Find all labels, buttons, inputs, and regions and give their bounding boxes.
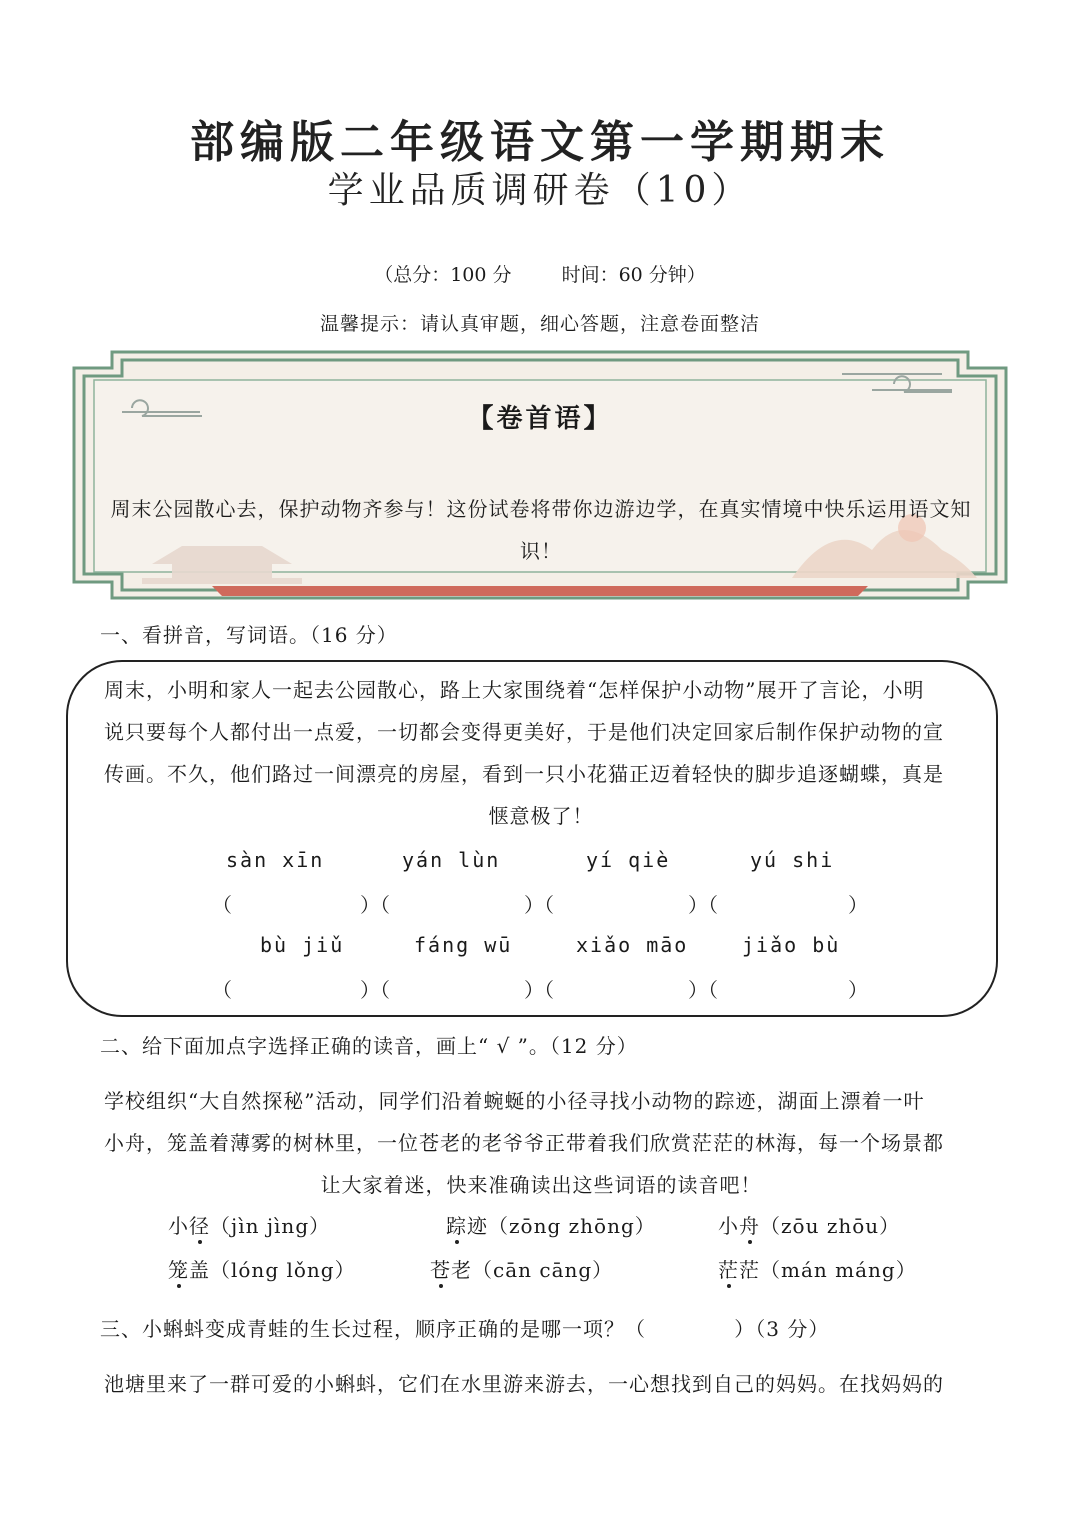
bracket-close: ）	[848, 893, 868, 917]
word-char: 盖	[189, 1258, 210, 1282]
bracket-open: （	[212, 893, 232, 917]
bracket-open: （	[212, 978, 232, 1002]
word-char: 小	[718, 1214, 739, 1238]
word-choice-item[interactable]	[718, 1210, 900, 1239]
exam-time: 时间：60 分钟）	[561, 264, 706, 286]
section1-heading: 一、看拼音，写词语。（16 分）	[100, 623, 398, 647]
dotted-char: 笼	[168, 1258, 189, 1282]
story-line: 说只要每个人都付出一点爱，一切都会变得更美好，于是他们决定回家后制作保护动物的宣	[104, 720, 944, 744]
reading-options: （zōu zhōu）	[760, 1214, 901, 1238]
dotted-char: 径	[189, 1214, 210, 1238]
word-choice-item[interactable]	[168, 1210, 330, 1239]
pinyin-item: xiǎo māo	[576, 933, 689, 957]
word-char: 小	[168, 1214, 189, 1238]
reading-options: （jìn jìng）	[210, 1214, 331, 1238]
word-char: 迹	[467, 1214, 488, 1238]
pinyin-item: yán lùn	[402, 848, 501, 872]
dotted-char: 舟	[739, 1214, 760, 1238]
pinyin-item: jiǎo bù	[742, 933, 841, 957]
section2-line: 学校组织“大自然探秘”活动，同学们沿着蜿蜒的小径寻找小动物的踪迹，湖面上漂着一叶	[104, 1089, 925, 1113]
pinyin-item: yú shi	[750, 848, 835, 872]
story-line: 惬意极了！	[488, 804, 594, 828]
pinyin-item: yí qiè	[586, 848, 671, 872]
section3-heading: 三、小蝌蚪变成青蛙的生长过程，顺序正确的是哪一项？（ ）（3 分）	[100, 1317, 830, 1341]
page-title: 部编版二年级语文第一学期期末	[190, 117, 890, 168]
bracket-mid: ）（	[524, 893, 554, 917]
dotted-char: 茫	[718, 1258, 739, 1282]
reading-options: （cān cāng）	[472, 1258, 614, 1282]
word-choice-item[interactable]	[718, 1254, 917, 1283]
pinyin-item: bù jiǔ	[260, 933, 345, 957]
pinyin-item: sàn xīn	[226, 848, 325, 872]
page-subtitle: 学业品质调研卷（10）	[327, 170, 753, 211]
dotted-char: 苍	[430, 1258, 451, 1282]
bracket-close: ）	[848, 978, 868, 1002]
word-choice-item[interactable]	[430, 1254, 613, 1283]
word-char: 老	[451, 1258, 472, 1282]
bracket-mid: ）（	[688, 978, 718, 1002]
dotted-char: 踪	[446, 1214, 467, 1238]
word-choice-item[interactable]	[446, 1210, 656, 1239]
section2-heading: 二、给下面加点字选择正确的读音，画上“ √ ”。（12 分）	[100, 1034, 638, 1058]
bracket-mid: ）（	[688, 893, 718, 917]
warm-tip: 温馨提示：请认真审题，细心答题，注意卷面整洁	[319, 313, 760, 335]
word-choice-item[interactable]	[168, 1254, 356, 1283]
foreword-text: 周末公园散心去，保护动物齐参与！这份试卷将带你边游边学，在真实情境中快乐运用语文知识！	[110, 497, 972, 563]
bracket-mid: ）（	[360, 978, 390, 1002]
bracket-mid: ）（	[360, 893, 390, 917]
section3-line: 池塘里来了一群可爱的小蝌蚪，它们在水里游来游去，一心想找到自己的妈妈。在找妈妈的	[104, 1372, 944, 1396]
reading-options: （mán máng）	[760, 1258, 917, 1282]
reading-options: （zōng zhōng）	[488, 1214, 656, 1238]
word-char: 茫	[739, 1258, 760, 1282]
reading-options: （lóng lǒng）	[210, 1258, 356, 1282]
section2-line: 小舟，笼盖着薄雾的树林里，一位苍老的老爷爷正带着我们欣赏茫茫的林海，每一个场景都	[104, 1131, 944, 1155]
bracket-mid: ）（	[524, 978, 554, 1002]
score-time-line	[0, 260, 1080, 287]
pinyin-item: fáng wū	[414, 933, 513, 957]
story-line: 周末，小明和家人一起去公园散心，路上大家围绕着“怎样保护小动物”展开了言论，小明	[104, 678, 925, 702]
total-score: （总分：100 分	[374, 264, 512, 286]
section2-line: 让大家着迷，快来准确读出这些词语的读音吧！	[320, 1173, 762, 1197]
foreword-title: 【卷首语】	[467, 404, 613, 434]
story-line: 传画。不久，他们路过一间漂亮的房屋，看到一只小花猫正迈着轻快的脚步追逐蝴蝶，真是	[104, 762, 944, 786]
